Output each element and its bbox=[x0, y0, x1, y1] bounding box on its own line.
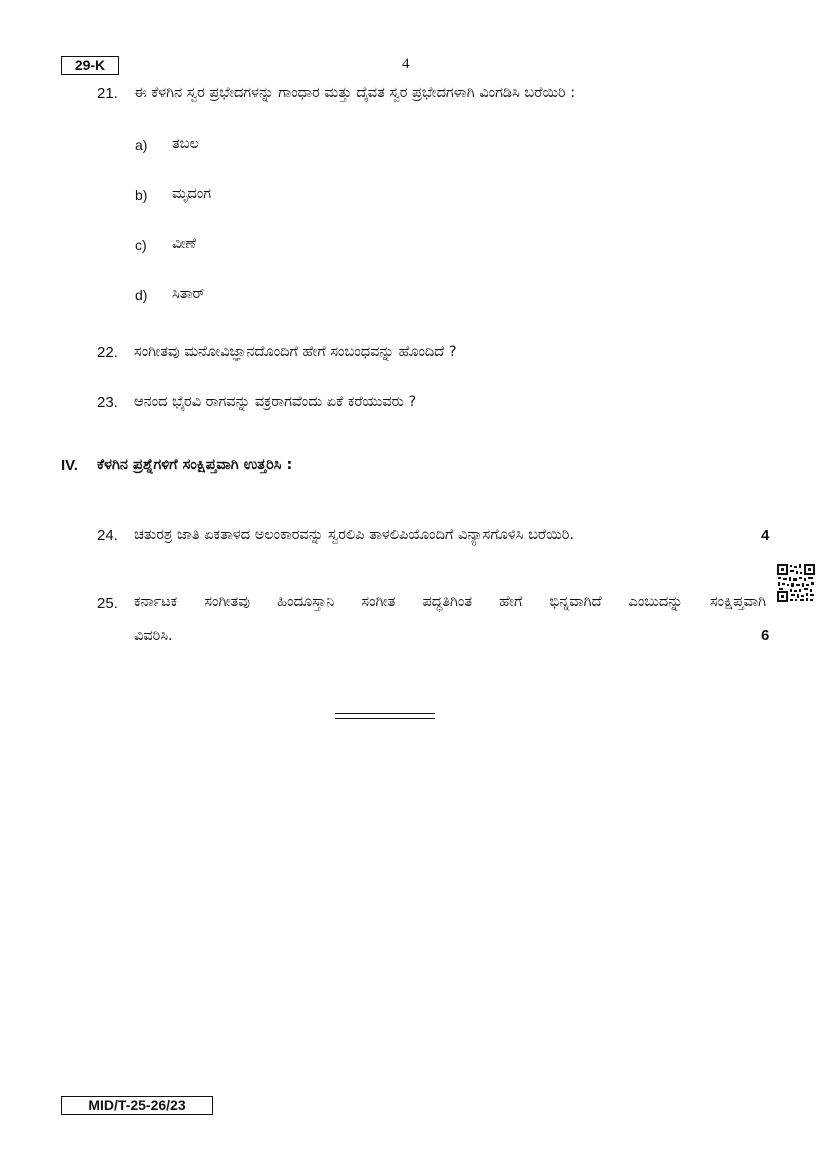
option-b-text: ಮೃದಂಗ bbox=[172, 186, 212, 202]
footer-code-box: MID/T-25-26/23 bbox=[61, 1096, 213, 1115]
option-c-text: ವೀಣೆ bbox=[172, 236, 197, 252]
option-d-text: ಸಿತಾರ್ bbox=[172, 286, 205, 302]
question-21-text: ಈ ಕೆಳಗಿನ ಸ್ವರ ಪ್ರಭೇದಗಳನ್ನು ಗಾಂಧಾರ ಮತ್ತು ದೈವತ ಸ್ವರ ಪ್ರಭೇದಗಳಾಗಿ ವಿಂಗಡಿಸಿ ಬರೆಯಿರಿ : bbox=[134, 85, 576, 101]
option-b-letter: b) bbox=[135, 187, 148, 203]
question-23-text: ಆನಂದ ಭೈರವಿ ರಾಗವನ್ನು ವಕ್ರರಾಗವೆಂದು ಏಕೆ ಕರೆಯುವರು ? bbox=[134, 394, 417, 410]
end-double-rule bbox=[335, 713, 435, 719]
option-d-letter: d) bbox=[135, 287, 148, 303]
question-21 bbox=[97, 84, 118, 104]
section-title: ಕೆಳಗಿನ ಪ್ರಶ್ನೆಗಳಿಗೆ ಸಂಕ್ಷಿಪ್ತವಾಗಿ ಉತ್ತರಿಸಿ : bbox=[97, 457, 293, 473]
question-24-text: ಚತುರಶ್ರ ಜಾತಿ ಏಕತಾಳದ ಅಲಂಕಾರವನ್ನು ಸ್ವರಲಿಪಿ ತಾಳಲಿಪಿಯೊಂದಿಗೆ ವಿನ್ಯಾಸಗೊಳಿಸಿ ಬರೆಯಿರಿ. bbox=[134, 527, 575, 543]
question-23-number: 23. bbox=[97, 394, 118, 411]
option-c-letter: c) bbox=[135, 237, 147, 253]
paper-code-box: 29-K bbox=[61, 56, 119, 75]
question-24-number: 24. bbox=[97, 527, 118, 544]
question-25-marks: 6 bbox=[761, 627, 770, 644]
question-24-marks: 4 bbox=[761, 527, 770, 544]
question-25-number: 25. bbox=[97, 595, 118, 612]
question-22-text: ಸಂಗೀತವು ಮನೋವಿಜ್ಞಾನದೊಂದಿಗೆ ಹೇಗೆ ಸಂಬಂಧವನ್ನು ಹೊಂದಿದೆ ? bbox=[134, 344, 457, 360]
section-roman: IV. bbox=[61, 457, 78, 474]
question-25-line1: ಕರ್ನಾಟಕ ಸಂಗೀತವು ಹಿಂದೂಸ್ತಾನಿ ಸಂಗೀತ ಪದ್ಧತಿಗಿಂತ ಹೇಗೆ ಭಿನ್ನವಾಗಿದೆ ಎಂಬುದನ್ನು ಸಂಕ್ಷಿಪ್ತವಾಗಿ bbox=[134, 594, 766, 610]
question-25-line2: ವಿವರಿಸಿ. bbox=[134, 628, 173, 644]
question-22-number: 22. bbox=[97, 344, 118, 361]
question-number: 21. bbox=[97, 85, 118, 102]
option-a-text: ತಬಲ bbox=[172, 136, 199, 152]
qr-code-icon bbox=[776, 563, 816, 603]
page-number: 4 bbox=[402, 56, 410, 72]
option-a-letter: a) bbox=[135, 137, 148, 153]
